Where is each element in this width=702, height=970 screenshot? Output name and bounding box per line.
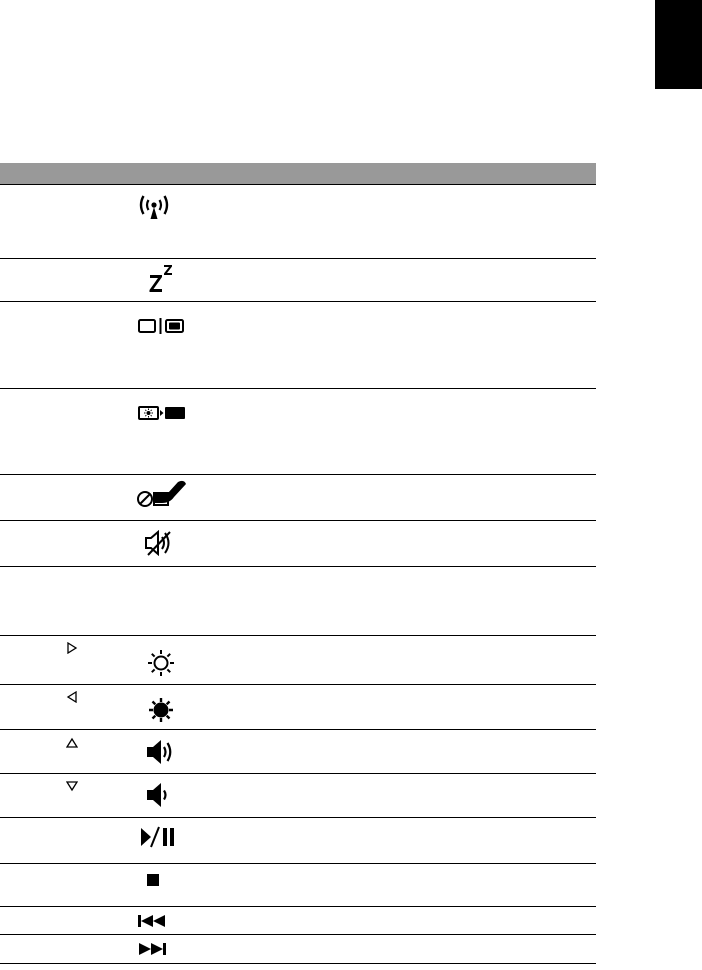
hotkey-table: [0, 163, 596, 964]
table-row-blank: [0, 567, 596, 636]
volume-up-icon: [146, 738, 176, 766]
table-row-display-toggle: [0, 302, 596, 389]
brightness-up-icon: [147, 649, 175, 677]
table-row-sleep: [0, 259, 596, 302]
table-row-wireless: [0, 185, 596, 259]
table-row-speaker-toggle: [0, 521, 596, 567]
table-row-brightness-down: [0, 685, 596, 730]
table-header-row: [0, 163, 596, 185]
speaker-mute-icon: [144, 530, 172, 556]
table-row-next-track: [0, 935, 596, 964]
right-triangle-icon: [66, 642, 78, 654]
wireless-communication-icon: [136, 195, 172, 221]
table-row-volume-up: [0, 730, 596, 774]
table-row-volume-down: [0, 774, 596, 818]
previous-track-icon: [137, 914, 171, 928]
table-row-stop: [0, 864, 596, 907]
sleep-zz-icon: [148, 263, 174, 293]
stop-icon: [146, 873, 160, 887]
touchpad-toggle-icon: [136, 479, 188, 509]
table-row-previous-track: [0, 907, 596, 935]
down-triangle-icon: [66, 780, 78, 792]
volume-down-icon: [146, 781, 170, 809]
up-triangle-icon: [66, 737, 78, 749]
display-toggle-icon: [138, 318, 186, 334]
table-row-screen-blank: [0, 389, 596, 475]
screen-blank-icon: [138, 405, 186, 421]
play-pause-icon: [138, 826, 178, 848]
table-row-brightness-up: [0, 636, 596, 685]
next-track-icon: [137, 942, 171, 956]
table-row-play-pause: [0, 818, 596, 864]
section-tab-marker: [655, 0, 702, 89]
table-row-touchpad: [0, 475, 596, 521]
brightness-down-icon: [147, 696, 175, 724]
left-triangle-icon: [66, 691, 78, 703]
